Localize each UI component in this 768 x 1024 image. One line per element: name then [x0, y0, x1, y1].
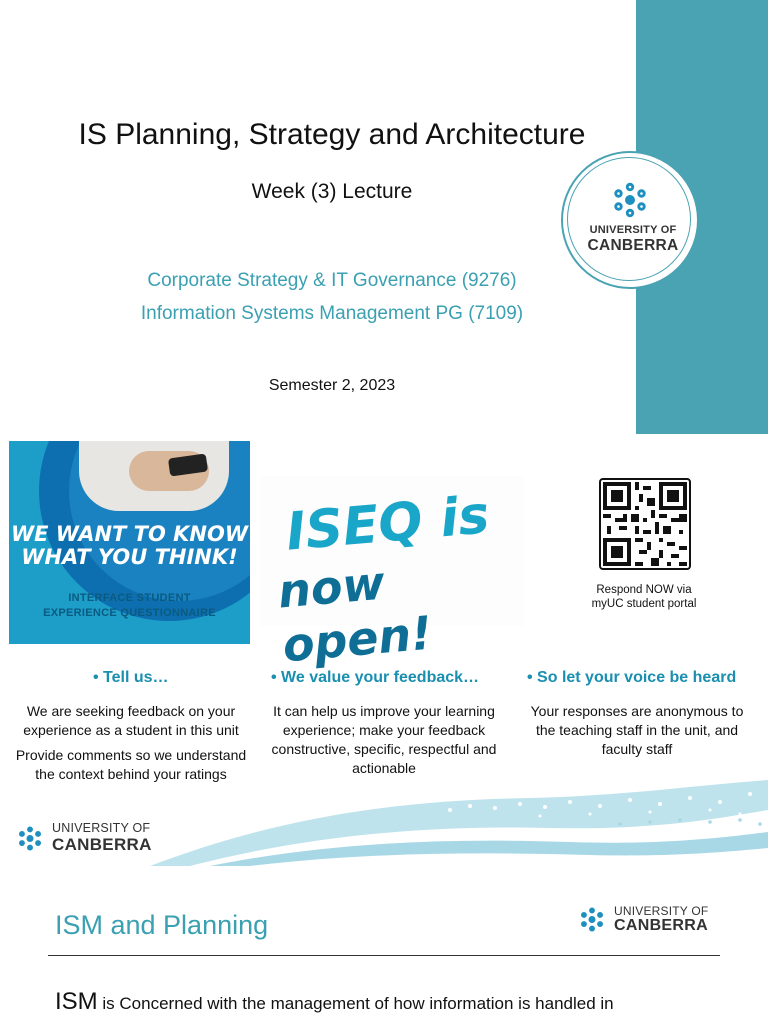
university-seal — [561, 151, 699, 289]
column-body-value-feedback: It can help us improve your learning experience; make your feedback constructive, specific, respectful and actionable — [271, 703, 497, 776]
slide-subtitle: Week (3) Lecture — [251, 180, 413, 203]
iseq-banner — [260, 476, 524, 673]
column-body-tell-us: We are seeking feedback on your experience as a student in this unit Provide comments so we understand the context behind your ratings — [15, 703, 247, 782]
course-line-1: Corporate Strategy & IT Governance (9276) — [147, 270, 517, 291]
column-heading-value-feedback: • We value your feedback… — [271, 669, 480, 686]
column-heading-voice: • So let your voice be heard — [527, 669, 737, 686]
semester-label: Semester 2, 2023 — [268, 377, 396, 394]
course-line-2: Information Systems Management PG (7109) — [140, 303, 524, 324]
logo-line-2: CANBERRA — [587, 237, 679, 254]
footer-logo: UNIVERSITY OF CANBERRA — [52, 821, 152, 854]
ism-planning-slide — [0, 872, 768, 1024]
iseq-line-1: ISEQ is — [283, 485, 492, 563]
photo-caption: INTERFACE STUDENT EXPERIENCE QUESTIONNAIRE — [43, 592, 216, 619]
title-divider — [48, 955, 720, 956]
snowflake-logo-icon — [16, 825, 44, 852]
iseq-line-2: now open! — [275, 555, 435, 673]
slide-title: IS Planning, Strategy and Architecture — [78, 118, 586, 151]
qr-code-icon — [603, 482, 687, 566]
qr-code[interactable] — [599, 478, 691, 570]
iseq-slide — [0, 440, 768, 866]
column-body-voice: Your responses are anonymous to the teaching staff in the unit, and faculty staff — [530, 703, 744, 757]
title-slide — [0, 0, 768, 434]
logo-line-1: UNIVERSITY OF — [589, 224, 677, 236]
snowflake-logo-icon — [578, 906, 606, 933]
decorative-waves — [150, 780, 768, 866]
header-logo: UNIVERSITY OF CANBERRA — [614, 904, 709, 934]
column-heading-tell-us: • Tell us… — [93, 669, 169, 686]
body-text: ISM is Concerned with the management of how information is handled in — [55, 988, 614, 1015]
photo-headline: WE WANT TO KNOW WHAT YOU THINK! — [10, 522, 249, 569]
qr-instructions: Respond NOW via myUC student portal — [591, 584, 697, 610]
slide-title: ISM and Planning — [55, 910, 269, 940]
feedback-photo — [9, 441, 250, 644]
